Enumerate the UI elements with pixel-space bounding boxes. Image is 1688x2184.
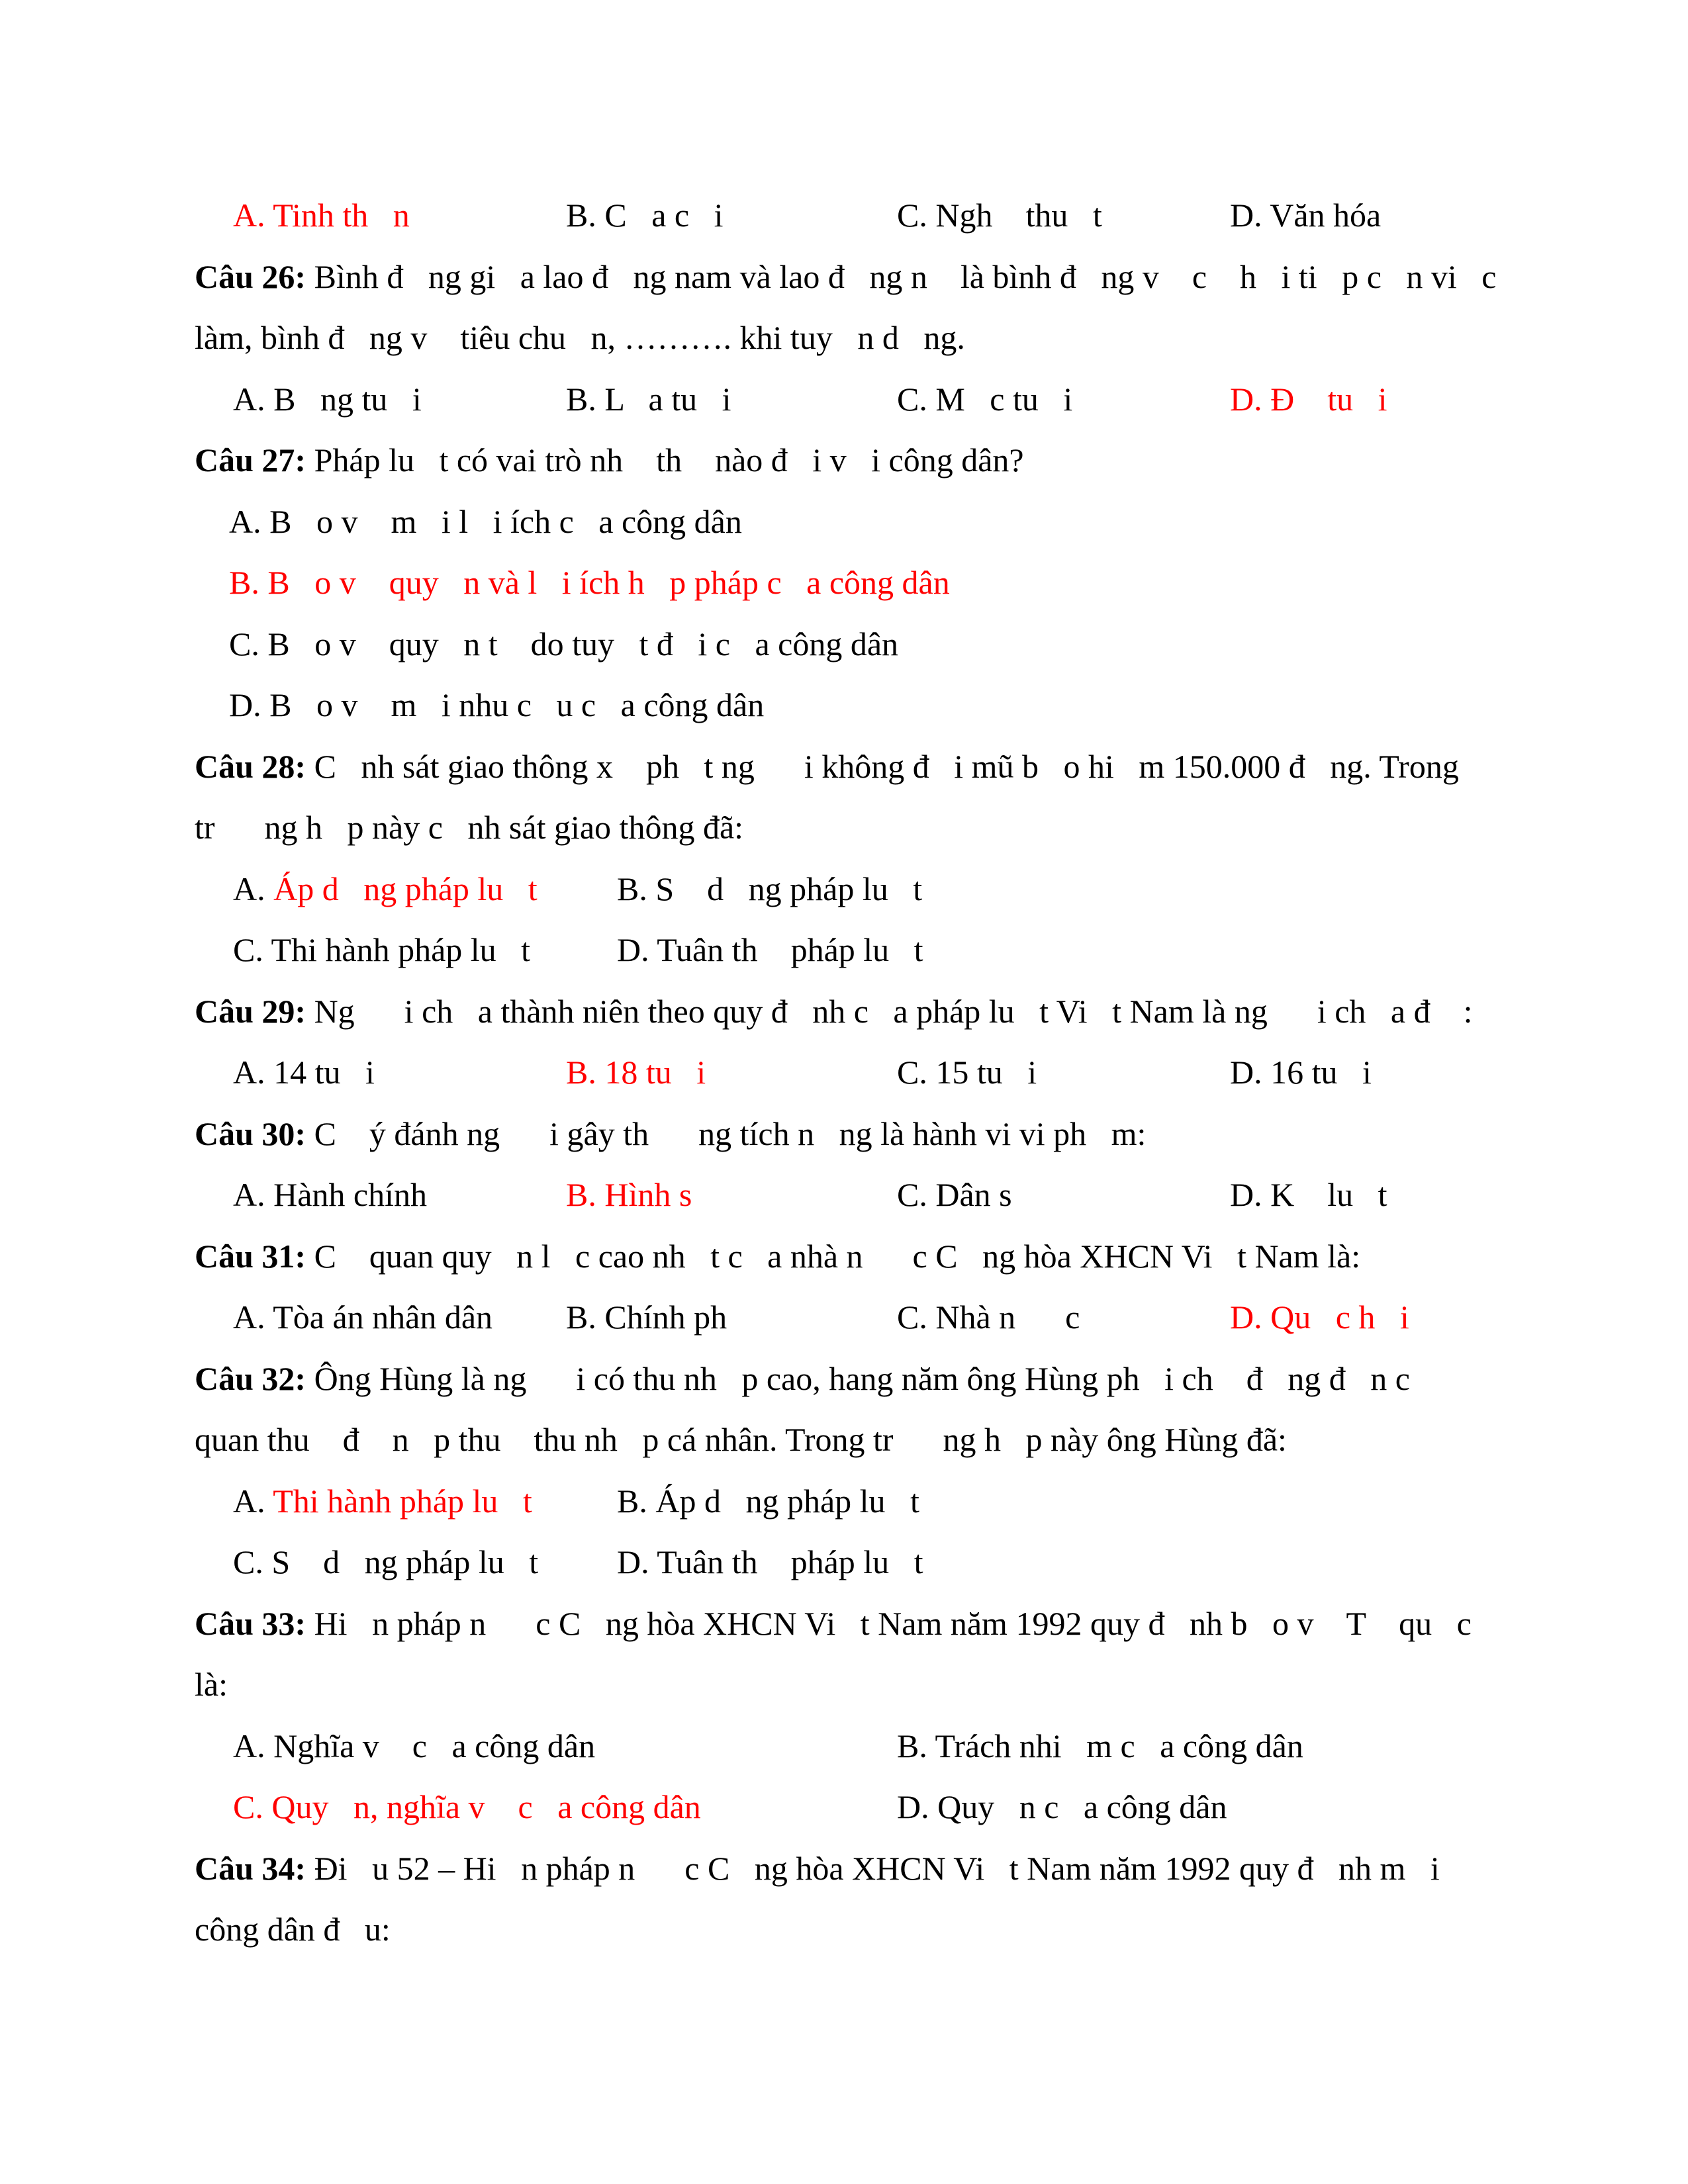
q27-option-c: C. B o v quy n t do tuy t đ i c a công dân (229, 625, 899, 662)
q34-stem-cont: công dân đ u: (195, 1911, 391, 1948)
q30-option-b: B. Hình s (566, 1176, 717, 1213)
q26-option-d: D. Đ tu i (1230, 381, 1387, 418)
q31-label: Câu 31: (195, 1238, 306, 1275)
q32-option-c: C. S d ng pháp lu t (233, 1543, 539, 1580)
q33-option-d: D. Quy n c a công dân (897, 1788, 1227, 1825)
q28-stem: Câu 28: C nh sát giao thông x ph t ng i không đ i mũ b o hi m 150.000 đ ng. Trong (195, 748, 1459, 785)
q34-label: Câu 34: (195, 1850, 306, 1887)
q26-option-c: C. M c tu i (897, 381, 1073, 418)
q28-option-b: B. S d ng pháp lu t (617, 870, 923, 907)
q25-option-a: A. Tinh th n (233, 197, 410, 234)
q30-stem: Câu 30: C ý đánh ng i gây th ng tích n ng là hành vi vi ph m: (195, 1115, 1147, 1152)
q27-option-b: B. B o v quy n và l i ích h p pháp c a công dân (229, 564, 950, 601)
q30-option-d: D. K lu t (1230, 1176, 1387, 1213)
q29-option-d: D. 16 tu i (1230, 1054, 1372, 1091)
q32-option-a: A. Thi hành pháp lu t (233, 1482, 532, 1520)
q26-option-a: A. B ng tu i (233, 381, 422, 418)
q26-stem: Câu 26: Bình đ ng gi a lao đ ng nam và lao đ ng n là bình đ ng v c h i ti p c n vi c (195, 258, 1497, 295)
q25-option-d: D. Văn hóa (1230, 197, 1382, 234)
q27-option-d: D. B o v m i nhu c u c a công dân (229, 686, 765, 723)
q34-stem: Câu 34: Đi u 52 – Hi n pháp n c C ng hòa XHCN Vi t Nam năm 1992 quy đ nh m i (195, 1850, 1440, 1887)
q28-option-c: C. Thi hành pháp lu t (233, 931, 531, 968)
q33-label: Câu 33: (195, 1605, 306, 1642)
q32-stem: Câu 32: Ông Hùng là ng i có thu nh p cao, hang năm ông Hùng ph i ch đ ng đ n c (195, 1360, 1410, 1397)
q28-label: Câu 28: (195, 748, 306, 785)
q32-stem-cont: quan thu đ n p thu thu nh p cá nhân. Trong tr ng h p này ông Hùng đã: (195, 1421, 1287, 1458)
q29-option-c: C. 15 tu i (897, 1054, 1037, 1091)
q33-option-a: A. Nghĩa v c a công dân (233, 1727, 596, 1764)
q28-option-d: D. Tuân th pháp lu t (617, 931, 923, 968)
q30-option-a: A. Hành chính (233, 1176, 427, 1213)
q27-stem: Câu 27: Pháp lu t có vai trò nh th nào đ i v i công dân? (195, 441, 1024, 478)
q31-stem: Câu 31: C quan quy n l c cao nh t c a nhà n c C ng hòa XHCN Vi t Nam là: (195, 1238, 1361, 1275)
q31-option-b: B. Chính ph (566, 1298, 752, 1336)
q32-label: Câu 32: (195, 1360, 306, 1397)
q29-option-b: B. 18 tu i (566, 1054, 706, 1091)
q28-option-a: A. Áp d ng pháp lu t (233, 870, 538, 907)
q28-stem-cont: tr ng h p này c nh sát giao thông đã: (195, 809, 744, 846)
q26-option-b: B. L a tu i (566, 381, 731, 418)
q29-option-a: A. 14 tu i (233, 1054, 375, 1091)
q30-option-c: C. Dân s (897, 1176, 1037, 1213)
q32-option-d: D. Tuân th pháp lu t (617, 1543, 923, 1580)
q31-option-d: D. Qu c h i (1230, 1298, 1409, 1336)
q26-stem-cont: làm, bình đ ng v tiêu chu n, ………. khi tuy n d ng. (195, 319, 965, 356)
q27-label: Câu 27: (195, 441, 306, 478)
q33-stem: Câu 33: Hi n pháp n c C ng hòa XHCN Vi t Nam năm 1992 quy đ nh b o v T qu c (195, 1605, 1472, 1642)
q33-stem-cont: là: (195, 1666, 228, 1703)
q29-label: Câu 29: (195, 993, 306, 1030)
q29-stem: Câu 29: Ng i ch a thành niên theo quy đ nh c a pháp lu t Vi t Nam là ng i ch a đ : (195, 993, 1473, 1030)
q25-option-c: C. Ngh thu t (897, 197, 1102, 234)
q33-option-b: B. Trách nhi m c a công dân (897, 1727, 1303, 1764)
q30-label: Câu 30: (195, 1115, 306, 1152)
q26-label: Câu 26: (195, 258, 306, 295)
q32-option-b: B. Áp d ng pháp lu t (617, 1482, 919, 1520)
q27-option-a: A. B o v m i l i ích c a công dân (229, 503, 742, 540)
q33-option-c: C. Quy n, nghĩa v c a công dân (233, 1788, 701, 1825)
q31-option-a: A. Tòa án nhân dân (233, 1298, 493, 1336)
q31-option-c: C. Nhà n c (897, 1298, 1080, 1336)
q25-option-b: B. C a c i (566, 197, 724, 234)
